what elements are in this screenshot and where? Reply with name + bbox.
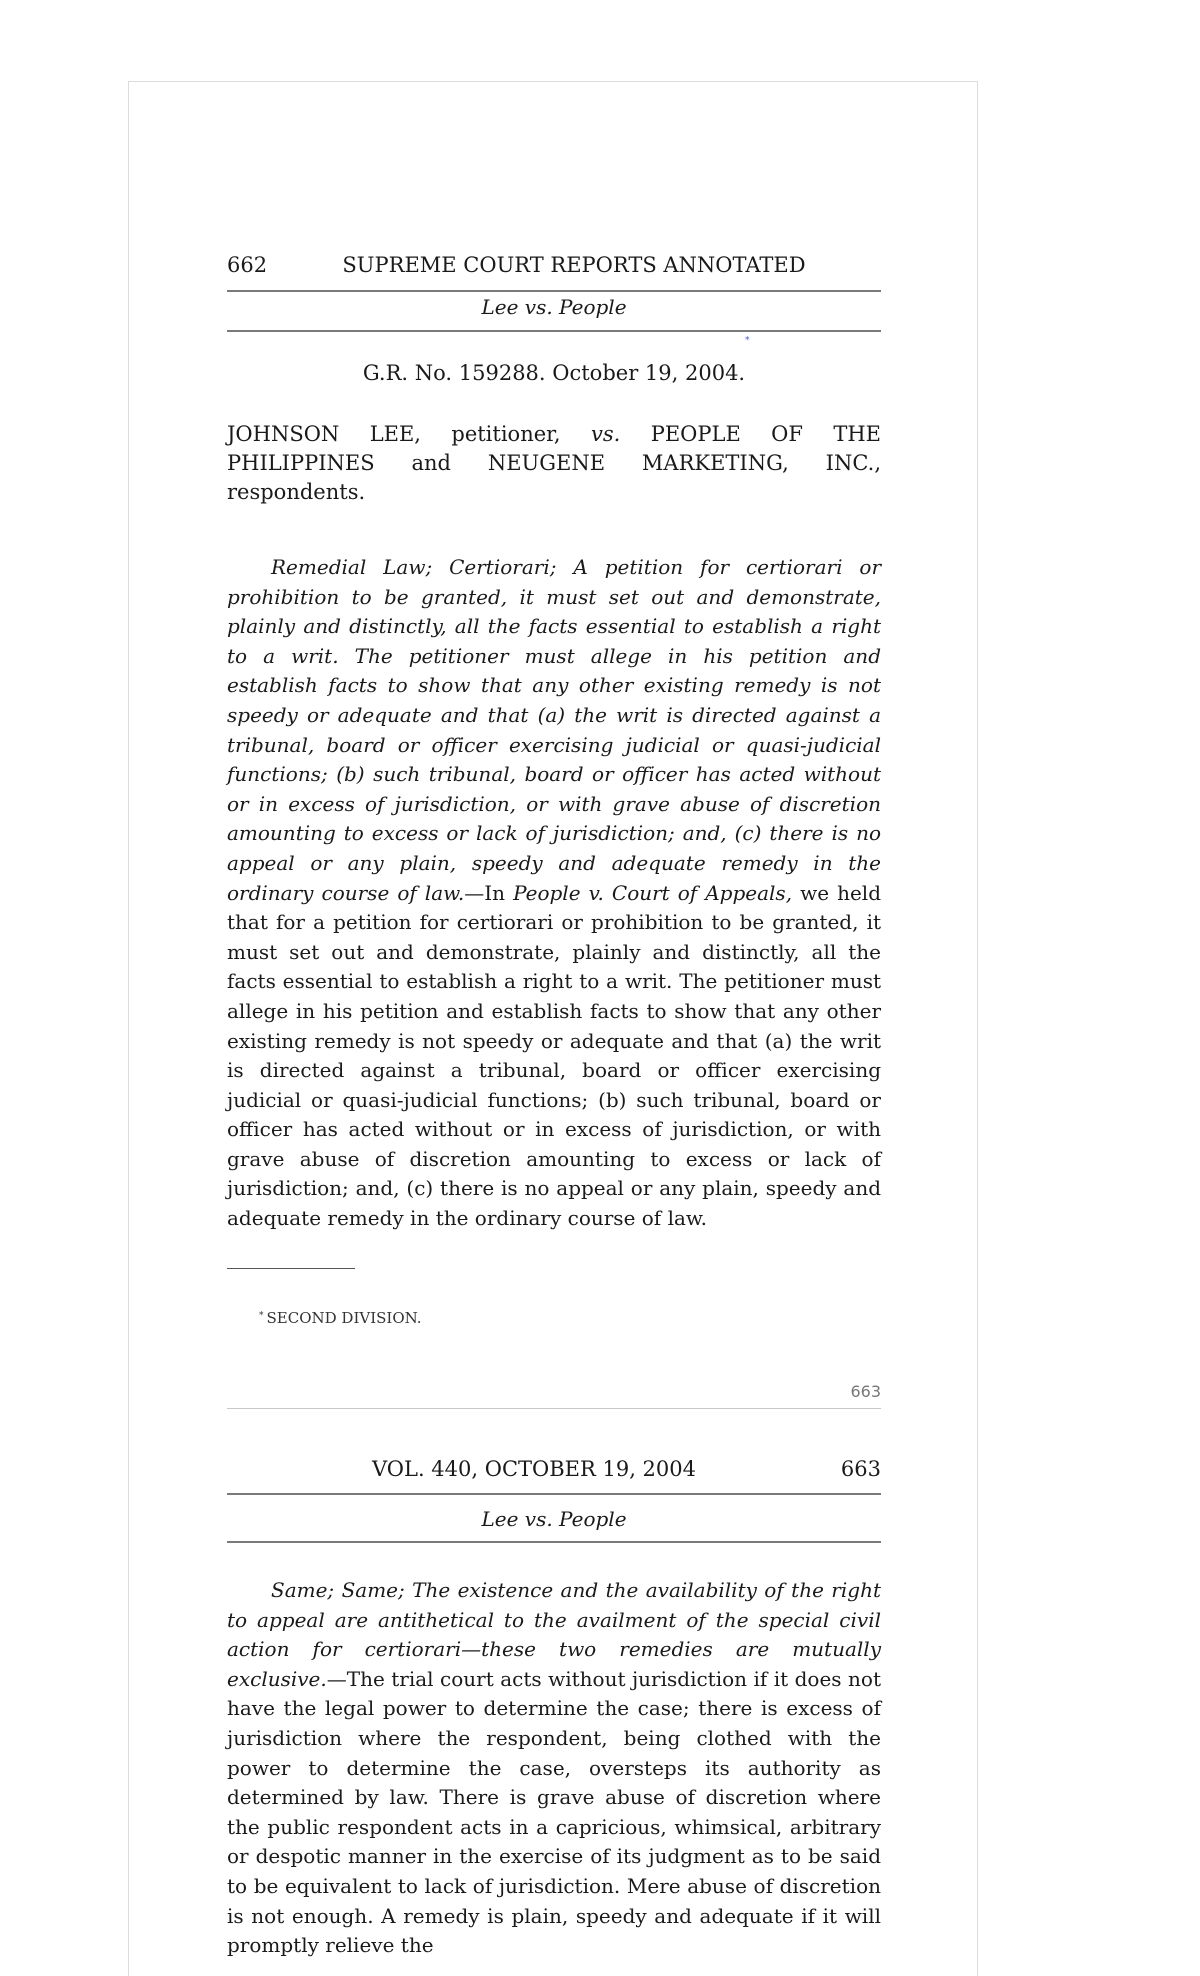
footnote: * SECOND DIVISION. bbox=[259, 1309, 422, 1327]
next-page-marker: 663 bbox=[850, 1382, 881, 1401]
running-title: Lee vs. People bbox=[481, 295, 627, 319]
syllabus-paragraph: Remedial Law; Certiorari; A petition for certiorari or prohibition to be granted, it must set out and demonstrate, plainly and distinctly, all the facts essential to establish a right to a writ. The petitioner must allege in his petition and establish facts to show that any other existing remedy is not speedy or adequate and that (a) the writ is directed against a tribunal, board or officer exercising judicial or quasi-judicial functions; (b) such tribunal, board or officer has acted without or in excess of jurisdiction, or with grave abuse of discretion amounting to excess or lack of jurisdiction; and, (c) there is no appeal or any plain, speedy and adequate remedy in the ordinary course of law.—In People v. Court of Appeals, we held that for a petition for certiorari or prohibition to be granted, it must set out and demonstrate, plainly and distinctly, all the facts essential to establish a right to a writ. The petitioner must allege in his petition and establish facts to show that any other existing remedy is not speedy or adequate and that (a) the writ is directed against a tribunal, board or officer exercising judicial or quasi-judicial functions; (b) such tribunal, board or officer has acted without or in excess of jurisdiction, or with grave abuse of discretion amounting to excess or lack of jurisdiction; and, (c) there is no appeal or any plain, speedy and adequate remedy in the ordinary course of law. bbox=[227, 555, 882, 1231]
syllabus-paragraph: Same; Same; The existence and the availability of the right to appeal are antithetical to the availment of the special civil action for certiorari—these two remedies are mutually exclusive.—The trial court acts without jurisdiction if it does not have the legal power to determine the case; there is excess of jurisdiction where the respondent, being clothed with the power to determine the case, oversteps its authority as determined by law. There is grave abuse of discretion where the public respondent acts in a capricious, whimsical, arbitrary or despotic manner in the exercise of its judgment as to be said to be equivalent to lack of jurisdiction. Mere abuse of discretion is not enough. A remedy is plain, speedy and adequate if it will promptly relieve the bbox=[227, 1578, 881, 1958]
running-title-rule bbox=[227, 330, 881, 332]
page-number: 663 bbox=[840, 1457, 881, 1481]
header-rule bbox=[227, 1493, 881, 1495]
footnote-rule bbox=[227, 1268, 355, 1269]
footnote-reference[interactable]: * bbox=[745, 336, 750, 346]
header-rule bbox=[227, 290, 881, 292]
case-number: G.R. No. 159288. October 19, 2004. bbox=[362, 361, 746, 385]
running-title-rule bbox=[227, 1541, 881, 1543]
volume-title: VOL. 440, OCTOBER 19, 2004 bbox=[371, 1457, 696, 1481]
page-662 bbox=[227, 0, 881, 1976]
case-parties: JOHNSON LEE, petitioner, vs. PEOPLE OF THE PHILIPPINES and NEUGENE MARKETING, INC., respondents. bbox=[227, 422, 882, 504]
page-break-rule bbox=[227, 1408, 881, 1409]
running-title: Lee vs. People bbox=[481, 1507, 627, 1531]
reporter-title: SUPREME COURT REPORTS ANNOTATED bbox=[342, 253, 806, 277]
page-number: 662 bbox=[227, 253, 268, 277]
